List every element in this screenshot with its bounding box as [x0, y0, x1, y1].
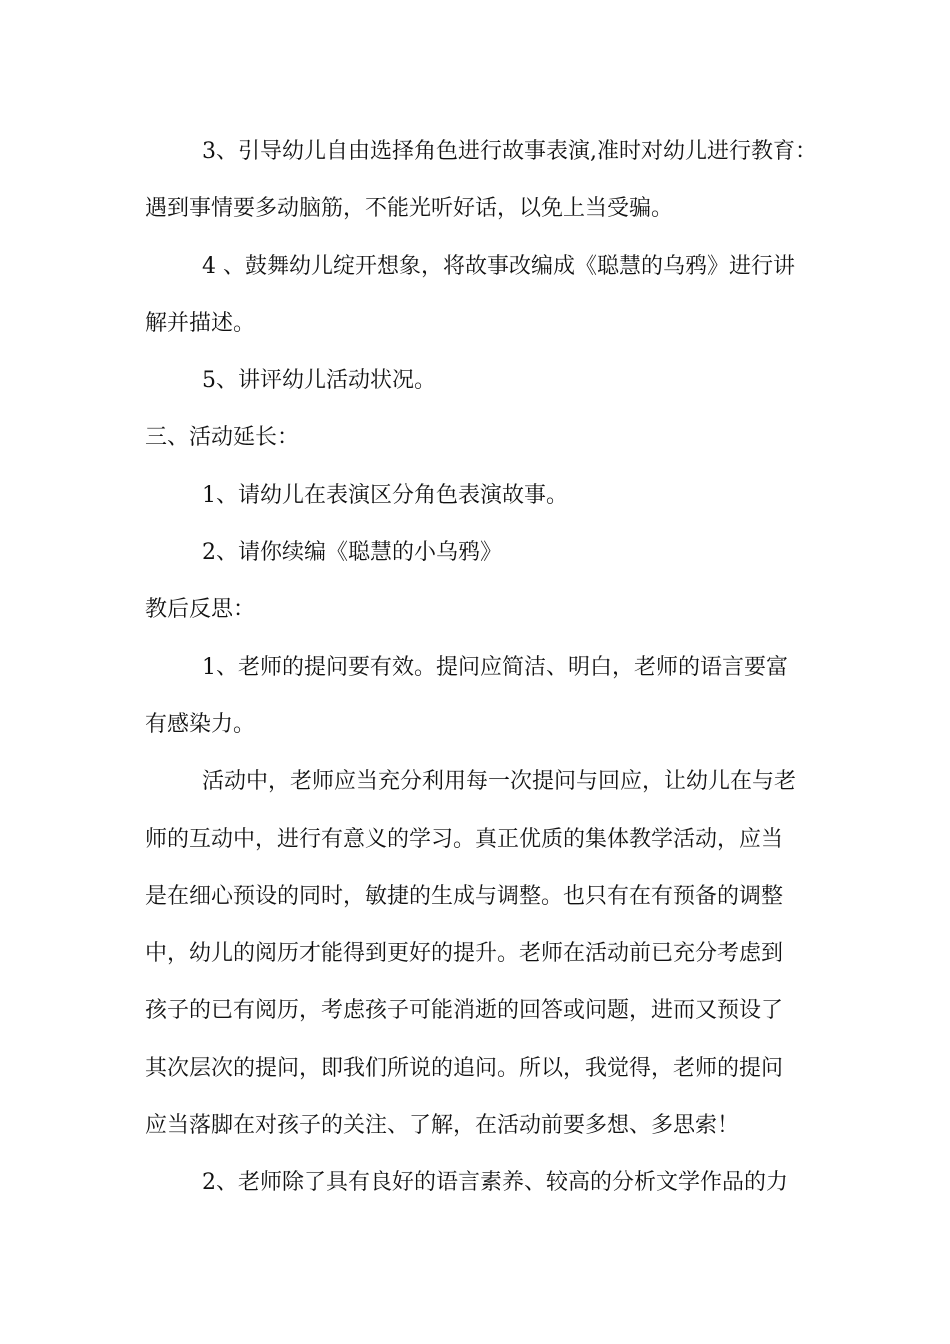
text-line: 是在细心预设的同时，敏捷的生成与调整。也只有在有预备的调整: [145, 883, 784, 909]
text-line: 有感染力。: [145, 711, 256, 737]
text-line: 2、老师除了具有良好的语言素养、较高的分析文学作品的力: [202, 1170, 788, 1196]
text-line: 3、引导幼儿自由选择角色进行故事表演,准时对幼儿进行教育：: [202, 139, 817, 164]
text-line: 中，幼儿的阅历才能得到更好的提升。老师在活动前已充分考虑到: [145, 941, 784, 967]
text-line: 2、请你续编《聪慧的小乌鸦》: [202, 540, 502, 566]
text-line: 活动中，老师应当充分利用每一次提问与回应，让幼儿在与老: [202, 769, 797, 795]
text-line: 4 、鼓舞幼儿绽开想象，将故事改编成《聪慧的乌鸦》进行讲: [202, 253, 795, 279]
text-line: 孩子的已有阅历，考虑孩子可能消逝的回答或问题，进而又预设了: [145, 998, 784, 1024]
text-line: 师的互动中，进行有意义的学习。真正优质的集体教学活动，应当: [145, 826, 784, 852]
text-line: 5、讲评幼儿活动状况。: [202, 368, 436, 394]
section-heading: 教后反思：: [145, 597, 256, 623]
section-heading: 三、活动延长：: [145, 425, 300, 451]
text-line: 其次层次的提问，即我们所说的追问。所以，我觉得，老师的提问: [145, 1055, 784, 1081]
document-body: [145, 132, 825, 1221]
text-line: 1、请幼儿在表演区分角色表演故事。: [202, 482, 568, 508]
text-line: 遇到事情要多动脑筋，不能光听好话，以免上当受骗。: [145, 196, 674, 222]
text-line: 解并描述。: [145, 310, 256, 336]
text-line: 1、老师的提问要有效。提问应简洁、明白，老师的语言要富: [202, 654, 788, 680]
text-line: 应当落脚在对孩子的关注、了解，在活动前要多想、多思索！: [145, 1113, 740, 1139]
